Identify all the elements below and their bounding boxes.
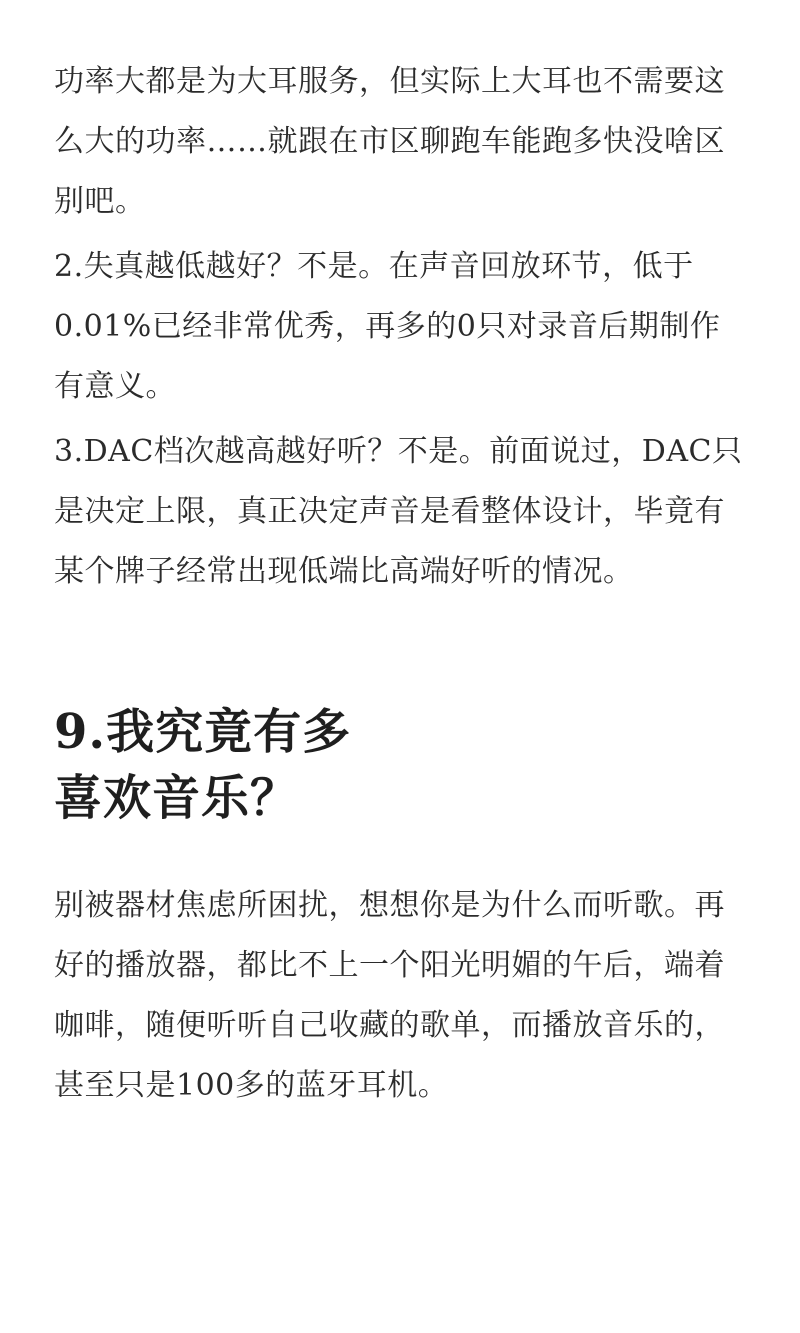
text-line: 2.失真越低越好？不是。在声音回放环节，低于: [54, 249, 694, 284]
section-heading: [54, 699, 754, 831]
paragraph-music-love: [54, 876, 754, 1116]
paragraph-amplifier-power: [54, 52, 754, 232]
text-line: 咖啡，随便听听自己收藏的歌单，而播放音乐的，: [54, 1008, 725, 1043]
text-line: 是决定上限，真正决定声音是看整体设计，毕竟有: [54, 494, 725, 529]
text-line: 甚至只是100多的蓝牙耳机。: [54, 1068, 449, 1103]
article-body: [54, 52, 754, 1116]
paragraph-dac: [54, 422, 754, 602]
text-line: 好的播放器，都比不上一个阳光明媚的午后，端着: [54, 948, 725, 983]
text-line: 0.01%已经非常优秀，再多的0只对录音后期制作: [54, 309, 721, 344]
text-line: 别吧。: [54, 184, 146, 219]
text-line: 功率大都是为大耳服务，但实际上大耳也不需要这: [54, 64, 725, 99]
heading-line-1: 9.我究竟有多: [54, 704, 352, 760]
heading-line-2: 喜欢音乐？: [54, 770, 300, 826]
text-line: 某个牌子经常出现低端比高端好听的情况。: [54, 554, 634, 589]
text-line: 有意义。: [54, 369, 176, 404]
text-line: 别被器材焦虑所困扰，想想你是为什么而听歌。再: [54, 888, 725, 923]
text-line: 么大的功率……就跟在市区聊跑车能跑多快没啥区: [54, 124, 725, 159]
text-line: 3.DAC档次越高越好听？不是。前面说过，DAC只: [54, 434, 743, 469]
paragraph-distortion: [54, 237, 754, 417]
